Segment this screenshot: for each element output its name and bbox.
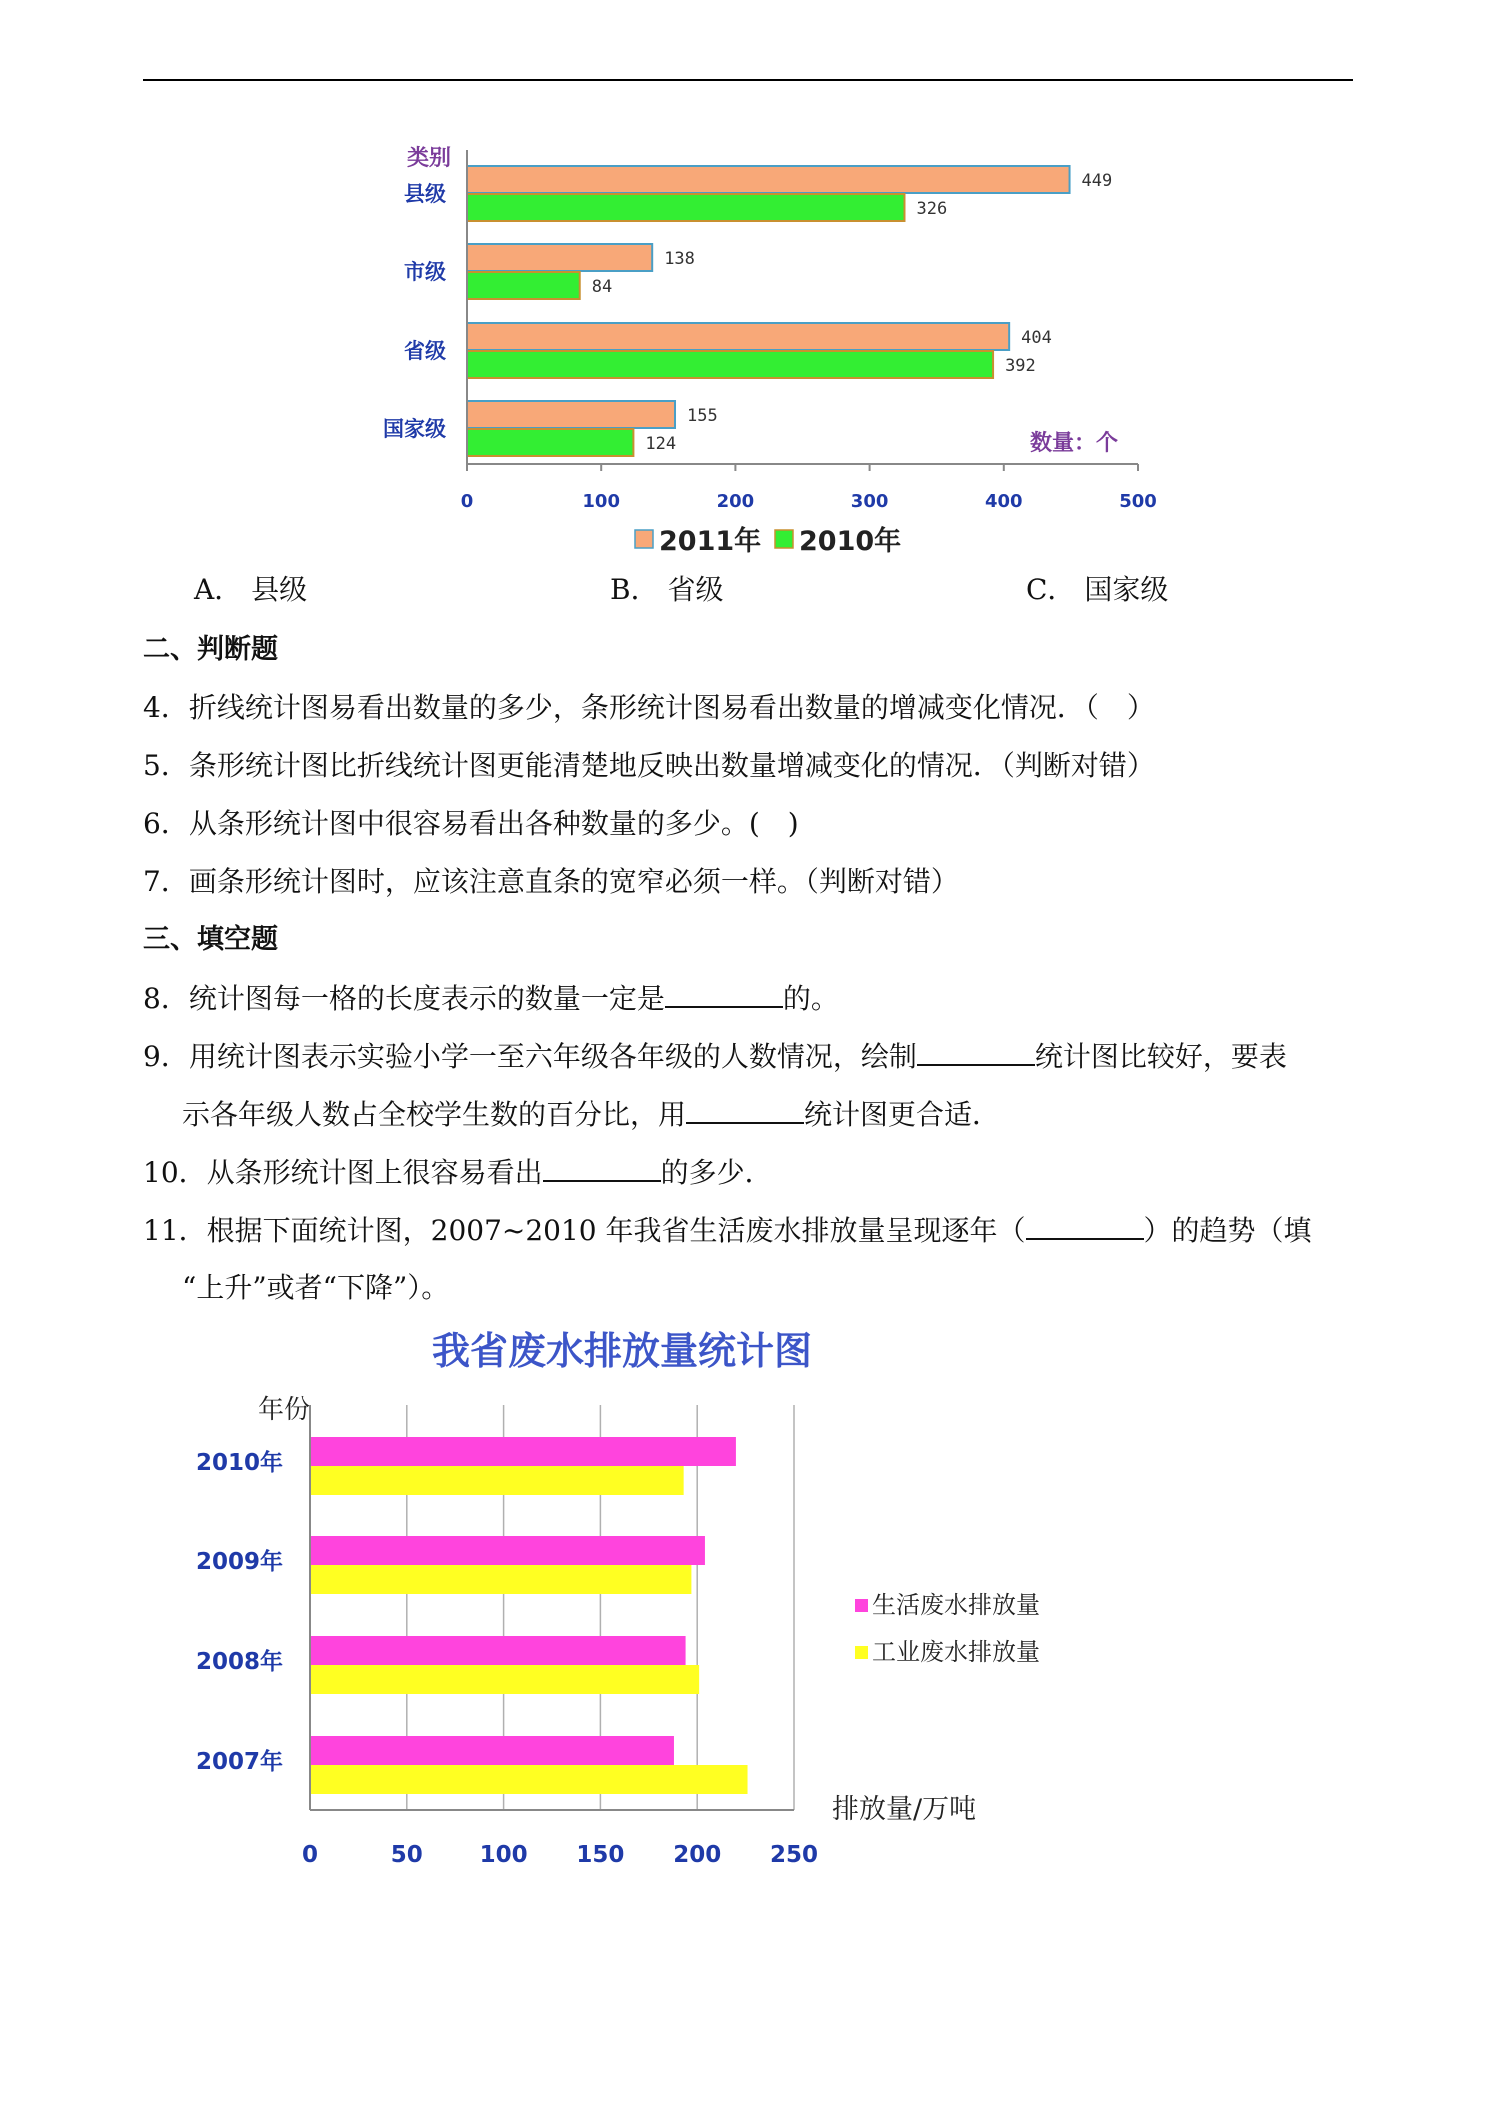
chart2-bar (310, 1736, 674, 1765)
chart1-tick-label: 500 (1119, 491, 1157, 512)
chart1-data-label: 155 (687, 406, 718, 426)
chart1-tick-label: 100 (582, 491, 620, 512)
chart1-data-label: 124 (645, 434, 677, 454)
question-10-text-end: 的多少． (660, 1156, 773, 1189)
chart2-bar (310, 1437, 736, 1466)
question-9-text-cont: 示各年级人数占全校学生数的百分比，用 (182, 1098, 687, 1131)
question-11-text: 11．根据下面统计图，2007~2010 年我省生活废水排放量呈现逐年（ (143, 1214, 1026, 1247)
question-9-text-mid: 统计图比较好，要表 (1034, 1040, 1287, 1073)
question-7: 7．画条形统计图时，应该注意直条的宽窄必须一样。（判断对错） (143, 865, 959, 898)
option-b: B． 省级 (610, 573, 724, 606)
chart2-bar (310, 1565, 691, 1594)
question-5: 5．条形统计图比折线统计图更能清楚地反映出数量增减变化的情况．（判断对错） (143, 749, 1155, 782)
chart2-legend-label: 工业废水排放量 (872, 1638, 1040, 1666)
chart1-category-label: 省级 (404, 339, 446, 363)
chart2-category-label: 2008年 (195, 1649, 283, 1675)
question-9-text-end: 统计图更合适． (804, 1098, 1001, 1131)
section3-heading: 三、填空题 (143, 924, 278, 955)
question-11-text-mid: ）的趋势（填 (1143, 1214, 1312, 1247)
question-9-text: 9．用统计图表示实验小学一至六年级各年级的人数情况，绘制 (143, 1040, 917, 1073)
option-a: A． 县级 (194, 573, 308, 606)
chart2-bar (310, 1765, 748, 1794)
chart2-bar (310, 1466, 684, 1495)
chart1-category-label: 县级 (404, 182, 446, 206)
chart1-tick-label: 0 (460, 491, 474, 512)
chart1-tick-label: 300 (850, 491, 889, 512)
chart1-data-label: 449 (1081, 171, 1113, 191)
chart2-bar (310, 1665, 699, 1694)
chart2-category-label: 2009年 (195, 1549, 283, 1575)
chart2-tick-label: 150 (576, 1842, 625, 1868)
chart1-legend-label: 2011年 (659, 526, 762, 557)
question-8-text-end: 的。 (782, 982, 839, 1015)
chart1-tick-label: 200 (716, 491, 755, 512)
chart1-legend-label: 2010年 (799, 526, 902, 557)
chart2-tick-label: 250 (769, 1842, 819, 1868)
question-10-text: 10．从条形统计图上很容易看出 (143, 1156, 543, 1189)
chart2-legend-swatch (855, 1599, 868, 1612)
chart1-data-label: 138 (664, 249, 695, 269)
chart2-category-label: 2010年 (195, 1450, 283, 1476)
chart2-tick-label: 50 (390, 1842, 423, 1868)
question-4: 4．折线统计图易看出数量的多少，条形统计图易看出数量的增减变化情况．（ ） (143, 691, 1155, 724)
chart2-x-axis-title: 排放量/万吨 (832, 1794, 977, 1825)
option-c: C． 国家级 (1026, 573, 1169, 606)
chart1-category-label: 国家级 (383, 417, 446, 441)
chart1-data-label: 326 (916, 199, 948, 219)
chart2-bar (310, 1636, 686, 1665)
chart1-y-axis-title: 类别 (407, 146, 452, 171)
section2-heading: 二、判断题 (143, 634, 278, 665)
chart2-y-axis-title: 年份 (258, 1395, 311, 1425)
chart1-data-label: 84 (591, 277, 613, 297)
chart1-data-label: 392 (1005, 356, 1036, 376)
chart2-category-label: 2007年 (195, 1749, 283, 1775)
chart2-tick-label: 0 (301, 1842, 319, 1868)
chart2-tick-label: 100 (479, 1842, 528, 1868)
chart2-tick-label: 200 (673, 1842, 722, 1868)
chart1-tick-label: 400 (985, 491, 1023, 512)
chart1-category-label: 市级 (404, 260, 446, 284)
chart2-bar (310, 1536, 705, 1565)
chart2-legend-label: 生活废水排放量 (872, 1591, 1040, 1619)
chart2-title: 我省废水排放量统计图 (431, 1329, 813, 1373)
chart1-data-label: 404 (1021, 328, 1052, 348)
chart1-x-axis-title: 数量：个 (1030, 431, 1119, 456)
question-11-line2: “上升”或者“下降”）。 (182, 1271, 450, 1304)
chart2-legend-swatch (855, 1646, 868, 1659)
question-6: 6．从条形统计图中很容易看出各种数量的多少。( ) (143, 807, 799, 840)
question-8-text: 8．统计图每一格的长度表示的数量一定是 (143, 982, 665, 1015)
